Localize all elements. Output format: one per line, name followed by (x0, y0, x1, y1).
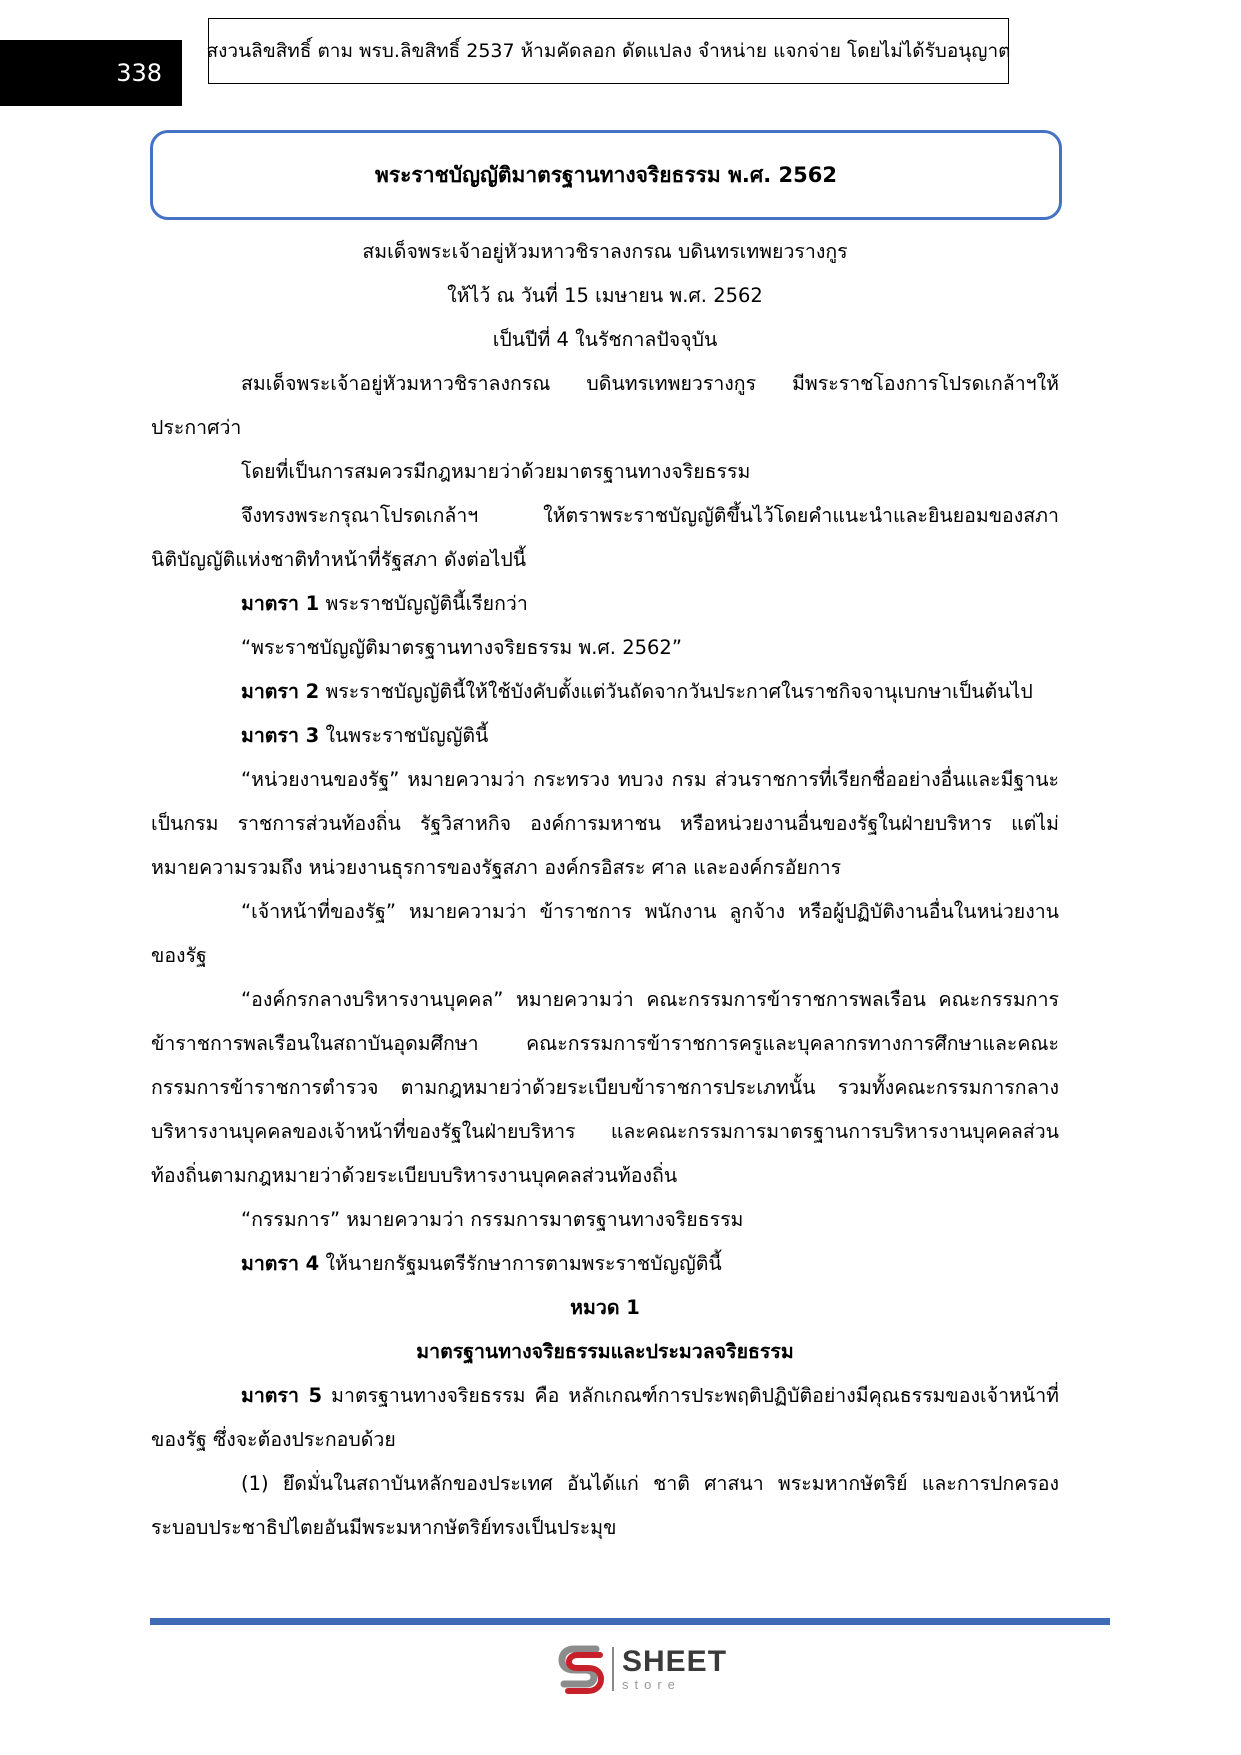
logo-text (622, 1647, 727, 1691)
sheet-store-s-logo-icon (556, 1641, 606, 1697)
logo-divider (612, 1647, 614, 1691)
logo-word: SHEET (622, 1645, 728, 1678)
definition-state-official: “เจ้าหน้าที่ของรัฐ” หมายความว่า ข้าราชการ พนักงาน ลูกจ้าง หรือผู้ปฏิบัติงานอื่นในหน่วยงานของรัฐ (151, 900, 1059, 967)
section-3 (151, 714, 1059, 758)
document-body (151, 230, 1059, 1550)
section-1-short-title: “พระราชบัญญัติมาตรฐานทางจริยธรรม พ.ศ. 2562” (241, 636, 682, 659)
section-4-label: มาตรา 4 (241, 1252, 320, 1275)
section-5 (151, 1374, 1059, 1462)
act-title: พระราชบัญญัติมาตรฐานทางจริยธรรม พ.ศ. 2562 (150, 130, 1062, 220)
page-number: 338 (0, 40, 182, 106)
definition-committee-member: “กรรมการ” หมายความว่า กรรมการมาตรฐานทางจริยธรรม (241, 1208, 744, 1231)
section-4 (151, 1242, 1059, 1286)
section-1 (151, 582, 1059, 626)
section-4-text: ให้นายกรัฐมนตรีรักษาการตามพระราชบัญญัตินี้ (325, 1252, 722, 1275)
chapter-number: หมวด 1 (570, 1296, 640, 1319)
chapter-title: มาตรฐานทางจริยธรรมและประมวลจริยธรรม (416, 1340, 794, 1363)
section-1-label: มาตรา 1 (241, 592, 320, 615)
whereas-paragraph: โดยที่เป็นการสมควรมีกฎหมายว่าด้วยมาตรฐานทางจริยธรรม (241, 460, 751, 483)
footer-divider (150, 1618, 1110, 1625)
section-5-item-1: (1) ยึดมั่นในสถาบันหลักของประเทศ อันได้แก่ ชาติ ศาสนา พระมหากษัตริย์ และการปกครองระบอบประชาธิปไตยอันมีพระมหากษัตริย์ทรงเป็นประมุข (151, 1472, 1059, 1539)
king-name: สมเด็จพระเจ้าอยู่หัวมหาวชิราลงกรณ บดินทรเทพยวรางกูร (362, 240, 848, 263)
section-3-label: มาตรา 3 (241, 724, 320, 747)
section-3-text: ในพระราชบัญญัตินี้ (325, 724, 489, 747)
definition-central-personnel-body: “องค์กรกลางบริหารงานบุคคล” หมายความว่า คณะกรรมการข้าราชการพลเรือน คณะกรรมการข้าราชการพลเรือนในสถาบันอุดมศึกษา คณะกรรมการข้าราชการครูและบุคลากรทางการศึกษาและคณะกรรมการข้าราชการตำรวจ ตามกฎหมายว่าด้วยระเบียบข้าราชการประเภทนั้น รวมทั้งคณะกรรมการกลางบริหารงานบุคคลของเจ้าหน้าที่ของรัฐในฝ่ายบริหาร และคณะกรรมการมาตรฐานการบริหารงานบุคคลส่วนท้องถิ่นตามกฎหมายว่าด้วยระเบียบบริหารงานบุคคลส่วนท้องถิ่น (151, 988, 1059, 1187)
sheet-store-logo (556, 1640, 727, 1698)
section-5-text: มาตรฐานทางจริยธรรม คือ หลักเกณฑ์การประพฤติปฏิบัติอย่างมีคุณธรรมของเจ้าหน้าที่ของรัฐ ซึ่งจะต้องประกอบด้วย (151, 1384, 1060, 1451)
logo-subtitle: store (622, 1677, 681, 1692)
enactment-paragraph: จึงทรงพระกรุณาโปรดเกล้าฯ ให้ตราพระราชบัญญัติขึ้นไว้โดยคำแนะนำและยินยอมของสภานิติบัญญัติแห่งชาติทำหน้าที่รัฐสภา ดังต่อไปนี้ (151, 504, 1059, 571)
section-5-label: มาตรา 5 (241, 1384, 323, 1407)
section-2 (151, 670, 1059, 714)
section-2-label: มาตรา 2 (241, 680, 320, 703)
reign-year: เป็นปีที่ 4 ในรัชกาลปัจจุบัน (492, 328, 718, 351)
enactment-date: ให้ไว้ ณ วันที่ 15 เมษายน พ.ศ. 2562 (447, 284, 763, 307)
section-1-text: พระราชบัญญัตินี้เรียกว่า (325, 592, 528, 615)
copyright-notice: สงวนลิขสิทธิ์ ตาม พรบ.ลิขสิทธิ์ 2537 ห้ามคัดลอก ดัดแปลง จำหน่าย แจกจ่าย โดยไม่ได้รับอนุญาต (208, 18, 1009, 84)
definition-state-agency: “หน่วยงานของรัฐ” หมายความว่า กระทรวง ทบวง กรม ส่วนราชการที่เรียกชื่ออย่างอื่นและมีฐานะเป็นกรม ราชการส่วนท้องถิ่น รัฐวิสาหกิจ องค์การมหาชน หรือหน่วยงานอื่นของรัฐในฝ่ายบริหาร แต่ไม่หมายความรวมถึง หน่วยงานธุรการของรัฐสภา องค์กรอิสระ ศาล และองค์กรอัยการ (151, 768, 1059, 879)
section-2-text: พระราชบัญญัตินี้ให้ใช้บังคับตั้งแต่วันถัดจากวันประกาศในราชกิจจานุเบกษาเป็นต้นไป (325, 680, 1033, 703)
proclamation-paragraph: สมเด็จพระเจ้าอยู่หัวมหาวชิราลงกรณ บดินทรเทพยวรางกูร มีพระราชโองการโปรดเกล้าฯให้ประกาศว่า (151, 372, 1059, 439)
